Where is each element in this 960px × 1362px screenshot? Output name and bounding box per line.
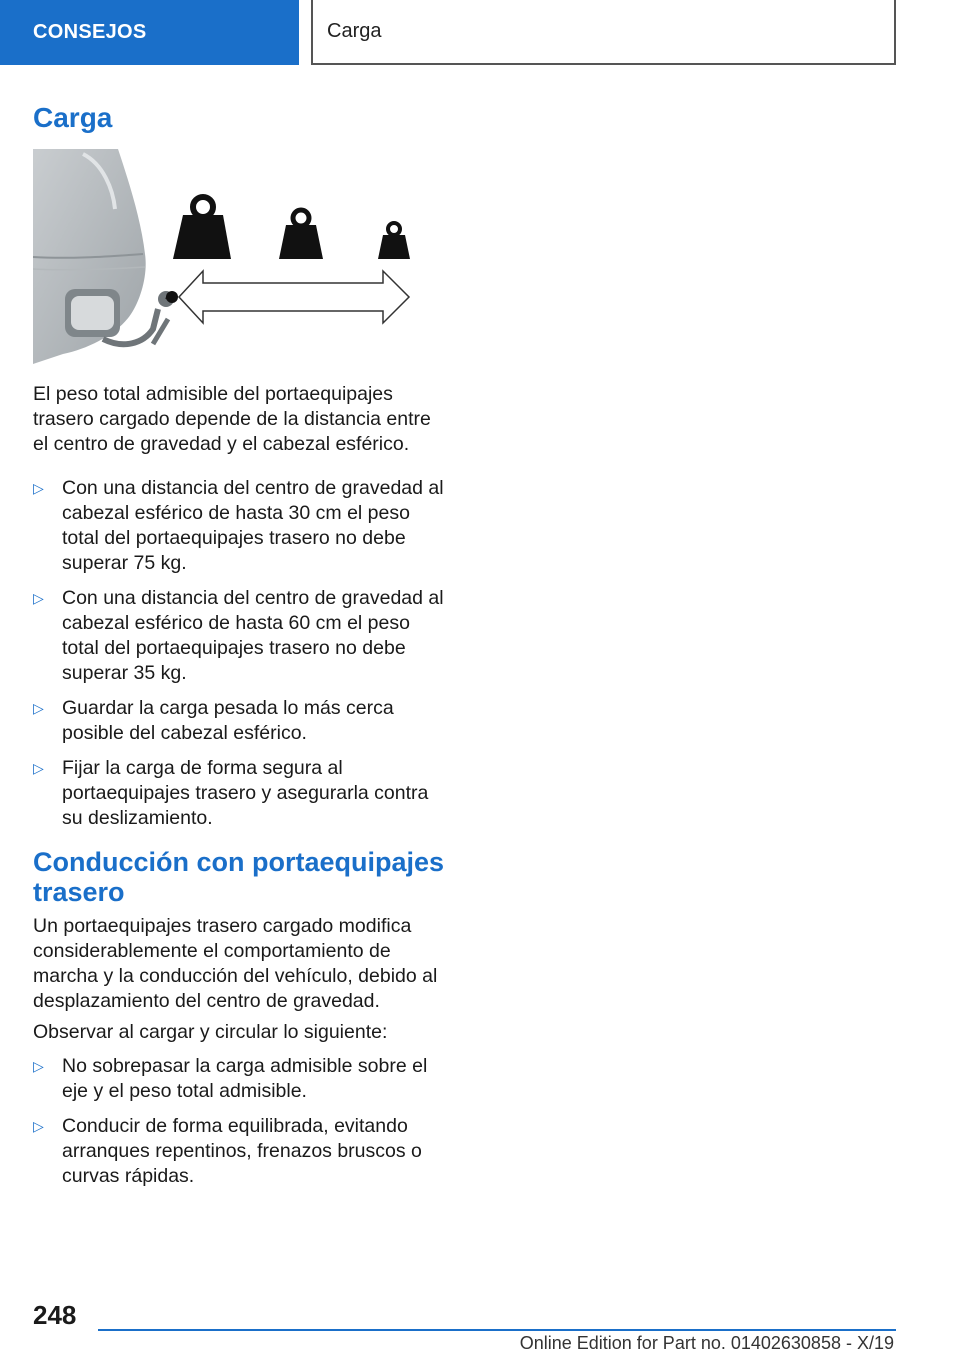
triangle-bullet-icon: ▷ — [33, 1118, 44, 1134]
triangle-bullet-icon: ▷ — [33, 700, 44, 716]
footer-divider — [98, 1329, 896, 1331]
section-title-carga: Carga — [33, 102, 113, 133]
intro-paragraph: El peso total admisible del portaequipajes trasero cargado depende de la distancia entre el centro de gravedad y el cabezal esférico. — [33, 383, 431, 455]
tow-hitch-load-illustration — [33, 149, 423, 364]
chapter-header — [311, 0, 896, 65]
list-item: ▷ Guardar la carga pesada lo más cerca posible del cabezal esférico. — [33, 697, 394, 744]
triangle-bullet-icon: ▷ — [33, 590, 44, 606]
list-item: ▷ Fijar la carga de forma segura al portaequipajes trasero y asegurarla contra su deslizamiento. — [33, 757, 429, 829]
triangle-bullet-icon: ▷ — [33, 480, 44, 496]
list-item: ▷ Con una distancia del centro de gravedad al cabezal esférico de hasta 30 cm el peso total del portaequipajes trasero no debe superar 75 kg. — [33, 477, 444, 574]
load-rules-list — [33, 476, 449, 841]
chapter-label: Carga — [327, 20, 382, 42]
section-tab — [0, 0, 299, 65]
observe-paragraph: Observar al cargar y circular lo siguiente: — [33, 1021, 388, 1043]
list-item: ▷ No sobrepasar la carga admisible sobre el eje y el peso total admisible. — [33, 1055, 428, 1102]
list-item: ▷ Conducir de forma equilibrada, evitando arranques repentinos, frenazos bruscos o curvas rápidas. — [33, 1115, 422, 1187]
list-item: ▷ Con una distancia del centro de gravedad al cabezal esférico de hasta 60 cm el peso total del portaequipajes trasero no debe superar 35 kg. — [33, 587, 444, 684]
triangle-bullet-icon: ▷ — [33, 1058, 44, 1074]
driving-rules-list — [33, 1054, 449, 1199]
driving-paragraph: Un portaequipajes trasero cargado modifica considerablemente el comportamiento de marcha y la conducción del vehículo, debido al desplazamiento del centro de gravedad. — [33, 915, 438, 1012]
section-label: CONSEJOS — [33, 21, 147, 43]
triangle-bullet-icon: ▷ — [33, 760, 44, 776]
page-number: 248 — [33, 1300, 77, 1330]
section-title-conduccion: Conducción con portaequipajes trasero — [33, 847, 445, 907]
edition-note: Online Edition for Part no. 01402630858 - X/19 — [519, 1333, 894, 1353]
